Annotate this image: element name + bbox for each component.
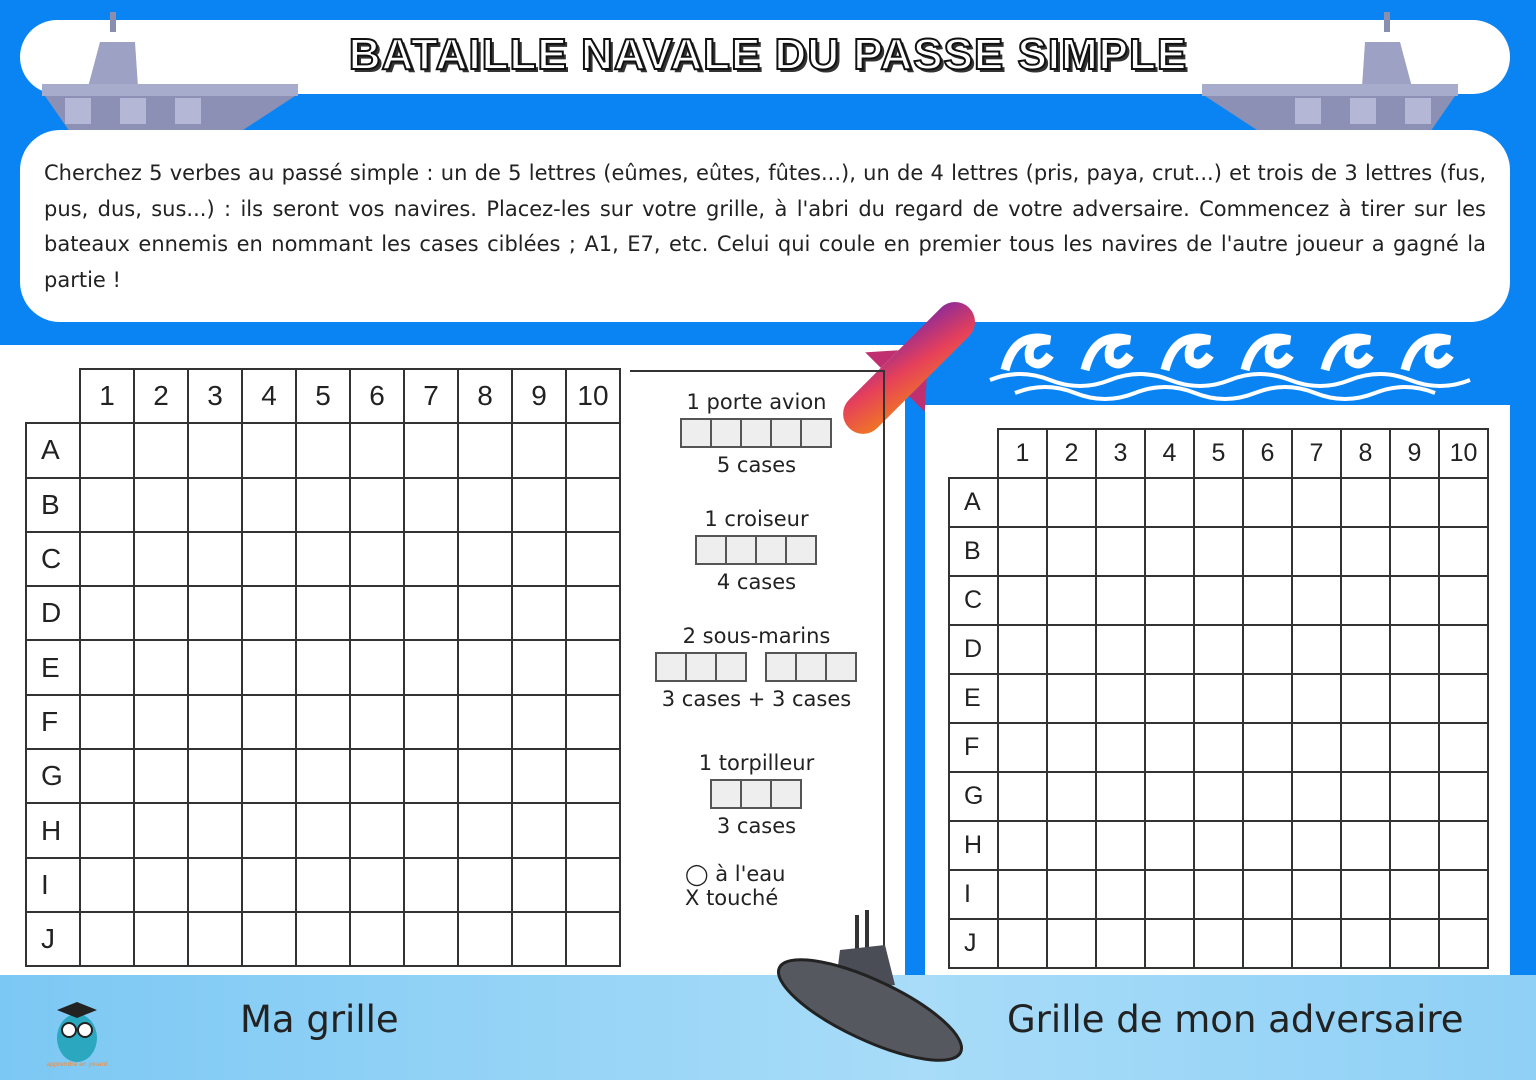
- grid-cell[interactable]: [1047, 821, 1096, 870]
- grid-cell[interactable]: [134, 695, 188, 749]
- column-header: 3: [1096, 429, 1145, 478]
- grid-row: [26, 912, 620, 966]
- column-header: 5: [1194, 429, 1243, 478]
- grid-cell[interactable]: [188, 858, 242, 912]
- grid-cell[interactable]: [1096, 625, 1145, 674]
- grid-cell[interactable]: [350, 695, 404, 749]
- grid-row: [949, 723, 1488, 772]
- grid-cell[interactable]: [458, 695, 512, 749]
- row-header: C: [26, 532, 80, 586]
- grid-cell[interactable]: [242, 912, 296, 966]
- grid-cell[interactable]: [188, 803, 242, 857]
- grid-cell[interactable]: [242, 586, 296, 640]
- grid-cell[interactable]: [458, 478, 512, 532]
- grid-row: [26, 695, 620, 749]
- grid-cell[interactable]: [1047, 527, 1096, 576]
- grid-cell[interactable]: [134, 532, 188, 586]
- grid-cell[interactable]: [1341, 576, 1390, 625]
- grid-cell[interactable]: [188, 478, 242, 532]
- grid-cell[interactable]: [1194, 527, 1243, 576]
- grid-cell[interactable]: [1341, 919, 1390, 968]
- grid-cell[interactable]: [1145, 625, 1194, 674]
- grid-cell[interactable]: [998, 772, 1047, 821]
- grid-cell[interactable]: [512, 803, 566, 857]
- grid-cell[interactable]: [1096, 674, 1145, 723]
- grid-cell[interactable]: [1096, 870, 1145, 919]
- grid-cell[interactable]: [512, 586, 566, 640]
- grid-cell[interactable]: [512, 912, 566, 966]
- grid-cell[interactable]: [1341, 478, 1390, 527]
- water-symbol-icon: ◯: [685, 862, 709, 886]
- column-header: 5: [296, 369, 350, 423]
- grid-cell[interactable]: [1292, 527, 1341, 576]
- grid-cell[interactable]: [1145, 527, 1194, 576]
- grid-cell[interactable]: [134, 640, 188, 694]
- grid-row: [949, 821, 1488, 870]
- grid-cell[interactable]: [1341, 674, 1390, 723]
- grid-cell[interactable]: [512, 532, 566, 586]
- grid-cell[interactable]: [1047, 870, 1096, 919]
- grid-cell[interactable]: [1096, 821, 1145, 870]
- grid-cell[interactable]: [512, 478, 566, 532]
- row-header: A: [26, 423, 80, 477]
- column-header: 2: [1047, 429, 1096, 478]
- grid-cell[interactable]: [1243, 625, 1292, 674]
- grid-cell[interactable]: [1390, 527, 1439, 576]
- header-row: [949, 429, 1488, 478]
- column-header: 1: [998, 429, 1047, 478]
- grid-cell[interactable]: [1145, 919, 1194, 968]
- row-header: J: [949, 919, 998, 968]
- grid-cell[interactable]: [1292, 625, 1341, 674]
- grid-cell[interactable]: [1243, 919, 1292, 968]
- grid-cell[interactable]: [458, 803, 512, 857]
- opponent-grid: [948, 428, 1489, 969]
- grid-cell[interactable]: [566, 478, 620, 532]
- grid-cell[interactable]: [566, 858, 620, 912]
- grid-row: [949, 527, 1488, 576]
- submarine-icon: [770, 910, 970, 1070]
- grid-cell[interactable]: [998, 674, 1047, 723]
- grid-cell[interactable]: [1243, 576, 1292, 625]
- column-header: 4: [1145, 429, 1194, 478]
- grid-cell[interactable]: [1047, 772, 1096, 821]
- grid-cell[interactable]: [1243, 674, 1292, 723]
- grid-cell[interactable]: [1047, 919, 1096, 968]
- grid-cell[interactable]: [1292, 870, 1341, 919]
- grid-cell[interactable]: [350, 586, 404, 640]
- grid-cell[interactable]: [404, 586, 458, 640]
- grid-cell[interactable]: [134, 912, 188, 966]
- grid-cell[interactable]: [1243, 772, 1292, 821]
- grid-cell[interactable]: [1047, 674, 1096, 723]
- grid-cell[interactable]: [242, 858, 296, 912]
- legend-submarines: 2 sous-marins: [682, 624, 831, 648]
- torpedo-boat-cells: [712, 779, 802, 809]
- row-header: C: [949, 576, 998, 625]
- grid-cell[interactable]: [1194, 625, 1243, 674]
- grid-cell[interactable]: [242, 478, 296, 532]
- grid-cell[interactable]: [242, 532, 296, 586]
- grid-row: [949, 919, 1488, 968]
- grid-cell[interactable]: [458, 423, 512, 477]
- grid-cell[interactable]: [1145, 674, 1194, 723]
- grid-cell[interactable]: [1096, 478, 1145, 527]
- grid-cell[interactable]: [1341, 821, 1390, 870]
- grid-cell[interactable]: [1194, 674, 1243, 723]
- row-header: I: [26, 858, 80, 912]
- legend-submarines-size: 3 cases + 3 cases: [661, 687, 852, 711]
- grid-cell[interactable]: [80, 423, 134, 477]
- grid-cell[interactable]: [998, 625, 1047, 674]
- grid-cell[interactable]: [1439, 821, 1488, 870]
- grid-cell[interactable]: [134, 858, 188, 912]
- row-header: E: [26, 640, 80, 694]
- grid-cell[interactable]: [350, 423, 404, 477]
- grid-cell[interactable]: [134, 803, 188, 857]
- grid-row: [949, 625, 1488, 674]
- waves-icon: [985, 325, 1485, 405]
- grid-cell[interactable]: [134, 586, 188, 640]
- grid-cell[interactable]: [1439, 723, 1488, 772]
- grid-cell[interactable]: [350, 478, 404, 532]
- grid-cell[interactable]: [1390, 723, 1439, 772]
- grid-cell[interactable]: [188, 749, 242, 803]
- grid-cell[interactable]: [998, 723, 1047, 772]
- column-header: 3: [188, 369, 242, 423]
- legend-cruiser: 1 croiseur: [704, 507, 809, 531]
- grid-cell[interactable]: [1390, 870, 1439, 919]
- row-header: F: [949, 723, 998, 772]
- grid-cell[interactable]: [998, 821, 1047, 870]
- grid-cell[interactable]: [1047, 625, 1096, 674]
- grid-cell[interactable]: [242, 749, 296, 803]
- grid-cell[interactable]: [1439, 870, 1488, 919]
- carrier-cells: [682, 418, 832, 448]
- grid-cell[interactable]: [458, 586, 512, 640]
- grid-cell[interactable]: [1390, 821, 1439, 870]
- grid-cell[interactable]: [1390, 625, 1439, 674]
- grid-row: [949, 576, 1488, 625]
- grid-cell[interactable]: [1439, 625, 1488, 674]
- grid-cell[interactable]: [296, 532, 350, 586]
- grid-cell[interactable]: [1439, 478, 1488, 527]
- grid-cell[interactable]: [404, 695, 458, 749]
- header-row: [26, 369, 620, 423]
- grid-cell[interactable]: [1439, 919, 1488, 968]
- column-header: 7: [1292, 429, 1341, 478]
- grid-cell[interactable]: [1194, 919, 1243, 968]
- grid-cell[interactable]: [1292, 821, 1341, 870]
- column-header: 8: [458, 369, 512, 423]
- grid-cell[interactable]: [1047, 576, 1096, 625]
- grid-row: [26, 532, 620, 586]
- grid-cell[interactable]: [566, 586, 620, 640]
- column-header: 10: [566, 369, 620, 423]
- grid-row: [949, 870, 1488, 919]
- hit-label: touché: [706, 886, 779, 910]
- grid-cell[interactable]: [404, 749, 458, 803]
- grid-cell[interactable]: [1341, 772, 1390, 821]
- logo-text: apprendre en jouant: [46, 1061, 108, 1068]
- grid-cell[interactable]: [1439, 674, 1488, 723]
- grid-row: [26, 586, 620, 640]
- grid-cell[interactable]: [350, 640, 404, 694]
- row-header: G: [26, 749, 80, 803]
- grid-cell[interactable]: [134, 423, 188, 477]
- corner-cell: [949, 429, 998, 478]
- row-header: E: [949, 674, 998, 723]
- grid-cell[interactable]: [80, 803, 134, 857]
- grid-cell[interactable]: [404, 912, 458, 966]
- row-header: B: [26, 478, 80, 532]
- row-header: J: [26, 912, 80, 966]
- grid-cell[interactable]: [296, 478, 350, 532]
- grid-cell[interactable]: [1194, 772, 1243, 821]
- grid-cell[interactable]: [1096, 772, 1145, 821]
- row-header: H: [26, 803, 80, 857]
- grid-cell[interactable]: [566, 532, 620, 586]
- column-header: 7: [404, 369, 458, 423]
- grid-row: [949, 772, 1488, 821]
- row-header: D: [949, 625, 998, 674]
- grid-cell[interactable]: [296, 858, 350, 912]
- row-header: H: [949, 821, 998, 870]
- row-header: G: [949, 772, 998, 821]
- page-title: BATAILLE NAVALE DU PASSE SIMPLE: [348, 30, 1188, 79]
- legend-cruiser-size: 4 cases: [716, 570, 797, 594]
- grid-cell[interactable]: [1194, 478, 1243, 527]
- column-header: 6: [350, 369, 404, 423]
- row-header: A: [949, 478, 998, 527]
- grid-cell[interactable]: [242, 640, 296, 694]
- column-header: 8: [1341, 429, 1390, 478]
- grid-cell[interactable]: [296, 803, 350, 857]
- grid-cell[interactable]: [188, 586, 242, 640]
- column-header: 1: [80, 369, 134, 423]
- owl-logo-icon: [45, 988, 110, 1068]
- grid-cell[interactable]: [458, 858, 512, 912]
- grid-cell[interactable]: [1096, 919, 1145, 968]
- grid-cell[interactable]: [1096, 527, 1145, 576]
- row-header: I: [949, 870, 998, 919]
- grid-cell[interactable]: [1292, 723, 1341, 772]
- row-header: B: [949, 527, 998, 576]
- grid-cell[interactable]: [242, 695, 296, 749]
- grid-cell[interactable]: [1145, 821, 1194, 870]
- grid-cell[interactable]: [566, 803, 620, 857]
- grid-cell[interactable]: [458, 749, 512, 803]
- water-label: à l'eau: [715, 862, 786, 886]
- grid-cell[interactable]: [242, 803, 296, 857]
- grid-cell[interactable]: [350, 803, 404, 857]
- grid-cell[interactable]: [1341, 870, 1390, 919]
- grid-cell[interactable]: [1390, 919, 1439, 968]
- grid-cell[interactable]: [1047, 723, 1096, 772]
- grid-cell[interactable]: [1292, 576, 1341, 625]
- grid-cell[interactable]: [1145, 576, 1194, 625]
- grid-cell[interactable]: [1194, 821, 1243, 870]
- grid-cell[interactable]: [1390, 478, 1439, 527]
- row-header: D: [26, 586, 80, 640]
- grid-cell[interactable]: [1047, 478, 1096, 527]
- submarine-cells: [657, 652, 747, 682]
- legend-torpedo-boat: 1 torpilleur: [698, 751, 815, 775]
- grid-cell[interactable]: [998, 478, 1047, 527]
- my-grid: [25, 368, 621, 967]
- grid-row: [26, 423, 620, 477]
- grid-cell[interactable]: [80, 640, 134, 694]
- grid-cell[interactable]: [1145, 772, 1194, 821]
- grid-cell[interactable]: [404, 478, 458, 532]
- grid-cell[interactable]: [1096, 723, 1145, 772]
- grid-cell[interactable]: [566, 695, 620, 749]
- grid-cell[interactable]: [512, 858, 566, 912]
- grid-row: [26, 640, 620, 694]
- grid-cell[interactable]: [188, 423, 242, 477]
- grid-cell[interactable]: [458, 912, 512, 966]
- grid-cell[interactable]: [1243, 723, 1292, 772]
- grid-cell[interactable]: [998, 576, 1047, 625]
- grid-cell[interactable]: [80, 858, 134, 912]
- grid-cell[interactable]: [1243, 821, 1292, 870]
- fleet-legend: [630, 370, 885, 967]
- grid-cell[interactable]: [1292, 478, 1341, 527]
- grid-cell[interactable]: [998, 527, 1047, 576]
- grid-cell[interactable]: [1390, 772, 1439, 821]
- grid-row: [26, 749, 620, 803]
- grid-cell[interactable]: [1243, 870, 1292, 919]
- grid-cell[interactable]: [1341, 625, 1390, 674]
- grid-cell[interactable]: [188, 640, 242, 694]
- column-header: 9: [512, 369, 566, 423]
- grid-row: [26, 858, 620, 912]
- grid-cell[interactable]: [350, 749, 404, 803]
- legend-carrier: 1 porte avion: [686, 390, 827, 414]
- grid-row: [949, 478, 1488, 527]
- grid-cell[interactable]: [296, 749, 350, 803]
- grid-cell[interactable]: [566, 912, 620, 966]
- grid-cell[interactable]: [566, 749, 620, 803]
- grid-cell[interactable]: [296, 695, 350, 749]
- grid-cell[interactable]: [1390, 674, 1439, 723]
- grid-cell[interactable]: [404, 803, 458, 857]
- hit-symbol-icon: X: [685, 886, 700, 910]
- grid-cell[interactable]: [404, 858, 458, 912]
- grid-cell[interactable]: [80, 749, 134, 803]
- grid-cell[interactable]: [134, 478, 188, 532]
- grid-cell[interactable]: [566, 423, 620, 477]
- grid-cell[interactable]: [1439, 527, 1488, 576]
- grid-cell[interactable]: [1194, 870, 1243, 919]
- row-header: F: [26, 695, 80, 749]
- grid-cell[interactable]: [1439, 772, 1488, 821]
- grid-cell[interactable]: [404, 423, 458, 477]
- grid-cell[interactable]: [566, 640, 620, 694]
- grid-cell[interactable]: [1194, 576, 1243, 625]
- aircraft-carrier-left-icon: [40, 12, 300, 137]
- grid-cell[interactable]: [296, 423, 350, 477]
- opponent-grid-label: Grille de mon adversaire: [1007, 998, 1464, 1041]
- column-header: 6: [1243, 429, 1292, 478]
- instructions-text: Cherchez 5 verbes au passé simple : un de 5 lettres (eûmes, eûtes, fûtes...), un de 4 lettres (pris, paya, crut...) et trois de 3 lettres (fus, pus, dus, sus...) : ils seront vos navires. Placez-les sur votre grille, à l'abri du regard de votre adversaire. Commencez à tirer sur les bateaux ennemis en nommant les cases ciblées ; A1, E7, etc. Celui qui coule en premier tous les navires de l'autre joueur a gagné la partie !: [20, 130, 1510, 322]
- grid-cell[interactable]: [80, 695, 134, 749]
- grid-cell[interactable]: [1439, 576, 1488, 625]
- grid-cell[interactable]: [350, 858, 404, 912]
- grid-cell[interactable]: [80, 912, 134, 966]
- grid-cell[interactable]: [80, 586, 134, 640]
- grid-cell[interactable]: [404, 640, 458, 694]
- column-header: 9: [1390, 429, 1439, 478]
- grid-cell[interactable]: [1243, 478, 1292, 527]
- grid-cell[interactable]: [188, 695, 242, 749]
- grid-cell[interactable]: [1243, 527, 1292, 576]
- grid-cell[interactable]: [1341, 723, 1390, 772]
- grid-cell[interactable]: [1145, 478, 1194, 527]
- grid-cell[interactable]: [296, 640, 350, 694]
- aircraft-carrier-right-icon: [1200, 12, 1460, 137]
- legend-carrier-size: 5 cases: [716, 453, 797, 477]
- grid-cell[interactable]: [1341, 527, 1390, 576]
- grid-cell[interactable]: [350, 532, 404, 586]
- grid-cell[interactable]: [1194, 723, 1243, 772]
- grid-cell[interactable]: [80, 478, 134, 532]
- grid-cell[interactable]: [998, 870, 1047, 919]
- grid-cell[interactable]: [296, 912, 350, 966]
- grid-cell[interactable]: [350, 912, 404, 966]
- grid-cell[interactable]: [1096, 576, 1145, 625]
- grid-cell[interactable]: [458, 640, 512, 694]
- grid-cell[interactable]: [296, 586, 350, 640]
- grid-cell[interactable]: [1145, 723, 1194, 772]
- grid-row: [26, 478, 620, 532]
- grid-cell[interactable]: [80, 532, 134, 586]
- grid-cell[interactable]: [1145, 870, 1194, 919]
- grid-cell[interactable]: [1292, 919, 1341, 968]
- grid-cell[interactable]: [188, 532, 242, 586]
- grid-cell[interactable]: [1390, 576, 1439, 625]
- grid-cell[interactable]: [458, 532, 512, 586]
- grid-row: [26, 803, 620, 857]
- grid-cell[interactable]: [242, 423, 296, 477]
- cruiser-cells: [697, 535, 817, 565]
- column-header: 2: [134, 369, 188, 423]
- grid-cell[interactable]: [1292, 772, 1341, 821]
- column-header: 10: [1439, 429, 1488, 478]
- grid-cell[interactable]: [998, 919, 1047, 968]
- legend-torpedo-boat-size: 3 cases: [716, 814, 797, 838]
- grid-cell[interactable]: [512, 749, 566, 803]
- corner-cell: [26, 369, 80, 423]
- grid-cell[interactable]: [134, 749, 188, 803]
- grid-cell[interactable]: [1292, 674, 1341, 723]
- grid-cell[interactable]: [512, 695, 566, 749]
- my-grid-label: Ma grille: [240, 998, 399, 1041]
- grid-cell[interactable]: [188, 912, 242, 966]
- grid-cell[interactable]: [404, 532, 458, 586]
- grid-row: [949, 674, 1488, 723]
- grid-cell[interactable]: [512, 423, 566, 477]
- column-header: 4: [242, 369, 296, 423]
- grid-cell[interactable]: [512, 640, 566, 694]
